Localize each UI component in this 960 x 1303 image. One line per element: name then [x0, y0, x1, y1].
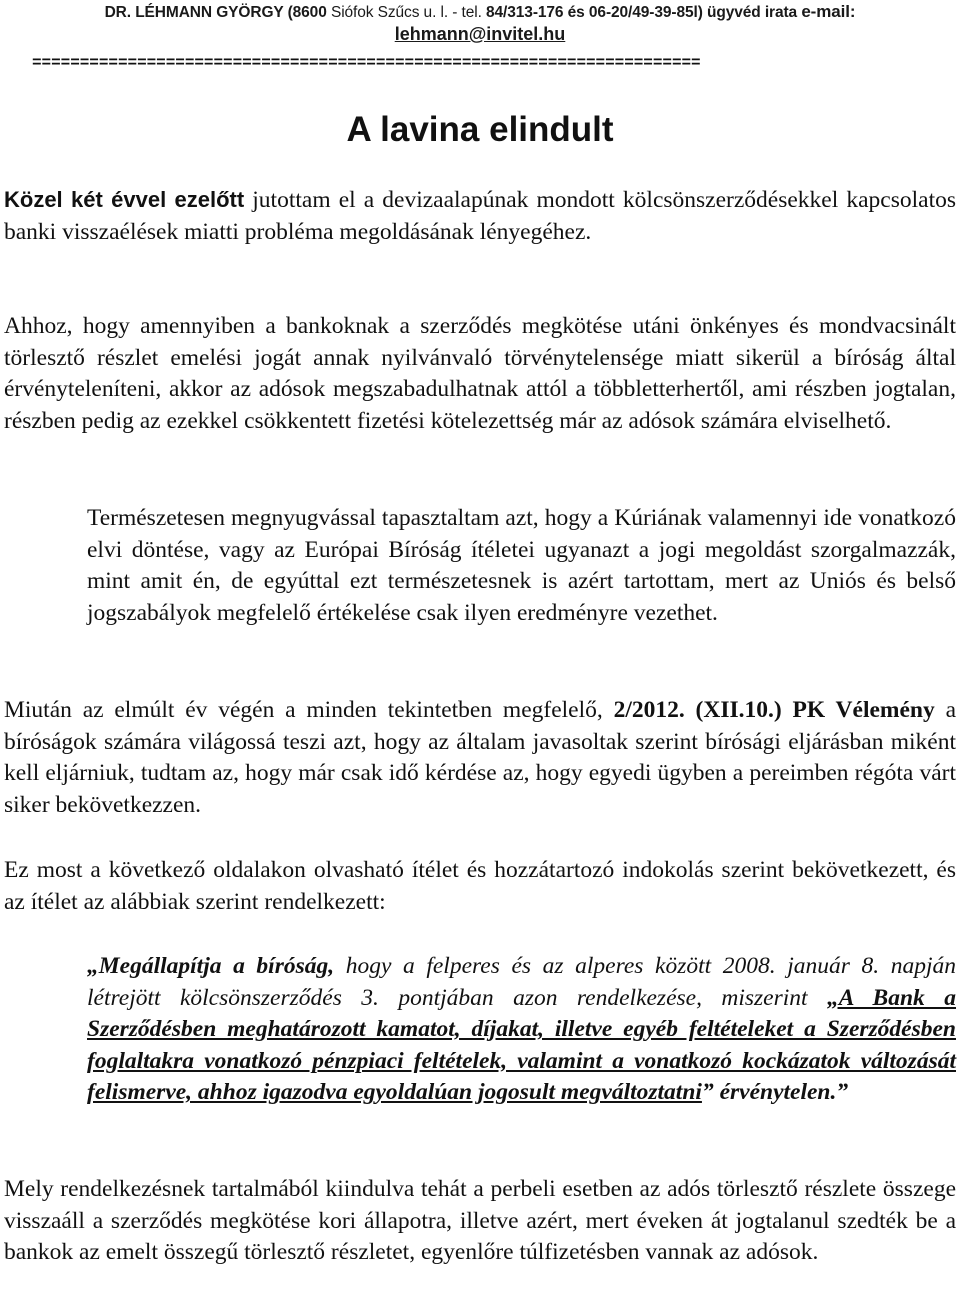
letterhead-name: DR. LÉHMANN GYÖRGY [104, 4, 284, 21]
separator-rule: ====================================================================== [32, 54, 701, 72]
letterhead-zip: (8600 [287, 4, 327, 21]
paragraph-7: Mely rendelkezésnek tartalmából kiindulva tehát a perbeli esetben az adós törlesztő részlete összege visszaáll a szerződés megkötése kori állapotra, illetve azért, mert éveken át jogtalanul szedték be a bankok az emelt összegű törlesztő részletet, egyenlőre túlfizetésben vannak az adósok. [4, 1176, 956, 1266]
quote-clause: „A Bank a Szerződésben meghatározott kamatot, díjakat, illetve egyéb feltételeket a Szerződésben foglaltakra vonatkozó pénzpiaci feltételek, valamint a vonatkozó kockázatok változását felismerve, ahhoz igazodva egyoldalúan jogosult megváltoztatni [87, 984, 956, 1106]
quote-lead: „Megállapítja a bíróság, [87, 953, 335, 979]
letterhead-phone: 84/313-176 és 06-20/49-39-85l) ügyvéd irata [486, 4, 798, 21]
paragraph-2: Ahhoz, hogy amennyiben a bankoknak a szerződés megkötése utáni önkényes és mondvacsinált törlesztő részlet emelési jogát annak nyilvánvaló törvénytelensége miatt sikerül a bíróság által érvényteleníteni, akkor az adósok megszabadulhatnak attól a többletterhertől, ami részben jogtalan, részben pedig az ezekkel csökkentett fizetési kötelezettség már az adósok számára elviselhető. [4, 313, 956, 434]
paragraph-3: Természetesen megnyugvással tapasztaltam azt, hogy a Kúriának valamennyi ide vonatkozó elvi döntése, vagy az Európai Bíróság ítéletei ugyanazt a jogi megoldást szorgalmazzák, mint amit én, de egyúttal ezt természetesnek is azért tartottam, mert az Uniós és belső jogszabályok megfelelő értékelése csak ilyen eredményre vezethet. [87, 505, 956, 626]
paragraph-5: Ez most a következő oldalakon olvasható ítélet és hozzátartozó indokolás szerint bekövetkezett, és az ítélet az alábbiak szerint rendelkezett: [4, 857, 956, 915]
email-link[interactable]: lehmann@invitel.hu [394, 24, 566, 44]
letterhead-email-line [0, 24, 960, 45]
intro-rest: jutottam el a devizaalapúnak mondott kölcsönszerződésekkel kapcsolatos banki visszaélések miatti probléma megoldásának lényegéhez. [4, 187, 956, 245]
quote-text: hogy a felperes és az alperes között 2008. január 8. napján létrejött kölcsönszerződés 3. pontjában azon rendelkezése, miszerint [87, 953, 956, 1011]
p4-text-c: a bíróságok számára világossá teszi azt, hogy az általam javasoltak szerint bírósági eljárásban miként kell eljárniuk, tudtam az, hogy már csak idő kérdése az, hogy egyedi ügyben a pereimben régóta várt siker bekövetkezzen. [4, 697, 956, 818]
p4-reference: 2/2012. (XII.10.) PK Vélemény [613, 697, 935, 723]
intro-lead: Közel két évvel ezelőtt [4, 187, 245, 212]
document-title: A lavina elindult [346, 110, 614, 149]
letterhead-email-label: e-mail: [801, 2, 856, 21]
p4-text-a: Miután az elmúlt év végén a minden tekintetben megfelelő, [4, 697, 614, 723]
quote-end: ” érvénytelen.” [701, 1079, 849, 1106]
letterhead-address: Siófok Szűcs u. l. - tel. [330, 4, 482, 21]
letterhead-line [0, 2, 960, 22]
intro-paragraph [4, 184, 956, 248]
paragraph-4 [4, 695, 956, 821]
judgment-quote [87, 951, 956, 1109]
